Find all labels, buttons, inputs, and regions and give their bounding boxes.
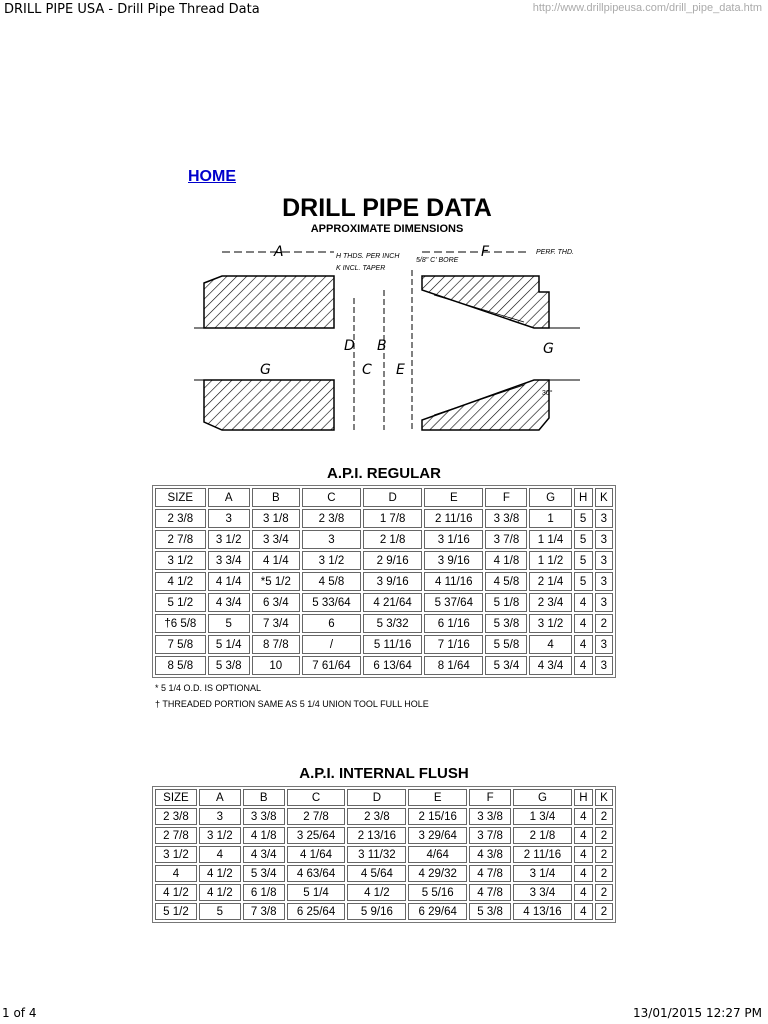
table-cell: 5 3/4 — [243, 865, 285, 882]
table-cell: 4 1/8 — [243, 827, 285, 844]
table-cell: 2 7/8 — [287, 808, 346, 825]
table-cell: 4 — [574, 635, 593, 654]
table-cell: 4 — [574, 827, 593, 844]
table-cell: 5 — [574, 530, 593, 549]
table-cell: 3 3/8 — [243, 808, 285, 825]
footer-page: 1 of 4 — [2, 1006, 37, 1020]
footer-datetime: 13/01/2015 12:27 PM — [633, 1006, 762, 1020]
table-cell: 2 1/8 — [363, 530, 422, 549]
table-cell: 5 3/32 — [363, 614, 422, 633]
table-cell: 8 7/8 — [252, 635, 300, 654]
column-header: H — [574, 488, 593, 507]
label-h: H THDS. PER INCH — [336, 253, 400, 260]
table-cell: 4 7/8 — [469, 865, 511, 882]
table-cell: 5 — [574, 509, 593, 528]
table-cell: 3 7/8 — [485, 530, 527, 549]
internal-flush-section-title: A.P.I. INTERNAL FLUSH — [299, 765, 469, 782]
table-cell: 4 1/4 — [208, 572, 250, 591]
column-header: F — [485, 488, 527, 507]
label-cbore: 5/8" C' BORE — [416, 257, 459, 264]
table-cell: 3 25/64 — [287, 827, 346, 844]
table-cell: 3 — [595, 635, 613, 654]
table-cell: 4 13/16 — [513, 903, 572, 920]
table-cell: 4 1/2 — [155, 572, 206, 591]
table-cell: 6 25/64 — [287, 903, 346, 920]
table-cell: 4/64 — [408, 846, 467, 863]
table-cell: 3 — [595, 551, 613, 570]
table-cell: 4 — [574, 614, 593, 633]
column-header: B — [252, 488, 300, 507]
table-cell: 3 — [595, 656, 613, 675]
diagram-subtitle: APPROXIMATE DIMENSIONS — [310, 223, 464, 235]
column-header: G — [513, 789, 572, 806]
table-row — [155, 572, 613, 591]
table-cell: 4 5/64 — [347, 865, 406, 882]
table-cell: 4 3/4 — [208, 593, 250, 612]
table-cell: 5 3/8 — [208, 656, 250, 675]
table-cell: 4 1/2 — [199, 865, 241, 882]
label-g-left: G — [260, 362, 271, 378]
column-header: SIZE — [155, 789, 197, 806]
table-cell: 1 1/4 — [529, 530, 571, 549]
label-f: F — [481, 244, 490, 260]
label-b: B — [377, 338, 387, 354]
table-cell: 4 — [574, 593, 593, 612]
table-cell: 3 1/2 — [529, 614, 571, 633]
table-cell: 3 11/32 — [347, 846, 406, 863]
table-cell: 3 3/4 — [252, 530, 300, 549]
table-cell: 3 — [595, 572, 613, 591]
label-c: C — [362, 362, 372, 378]
table-cell: 4 1/4 — [252, 551, 300, 570]
table-cell: 3 — [199, 808, 241, 825]
column-header: B — [243, 789, 285, 806]
table-cell: 5 1/8 — [485, 593, 527, 612]
table-row — [155, 808, 613, 825]
table-cell: 5 — [574, 551, 593, 570]
table-cell: 7 3/4 — [252, 614, 300, 633]
table-cell: / — [302, 635, 361, 654]
table-cell: 2 7/8 — [155, 827, 197, 844]
table-cell: 5 3/4 — [485, 656, 527, 675]
column-header: C — [302, 488, 361, 507]
table-cell: 2 1/8 — [513, 827, 572, 844]
table-cell: 3 9/16 — [424, 551, 483, 570]
column-header: D — [363, 488, 422, 507]
page-header-url: http://www.drillpipeusa.com/drill_pipe_data.htm — [532, 2, 762, 14]
table-cell: 2 7/8 — [155, 530, 206, 549]
column-header: H — [574, 789, 593, 806]
table-cell: 2 — [595, 865, 613, 882]
table-cell: 1 7/8 — [363, 509, 422, 528]
column-header: E — [424, 488, 483, 507]
table-cell: 2 9/16 — [363, 551, 422, 570]
table-row — [155, 827, 613, 844]
table-cell: 3 — [595, 509, 613, 528]
page-header-title: DRILL PIPE USA - Drill Pipe Thread Data — [4, 2, 260, 17]
drill-pipe-diagram — [194, 190, 580, 438]
table-cell: 1 3/4 — [513, 808, 572, 825]
table-cell: 5 9/16 — [347, 903, 406, 920]
table-cell: 8 1/64 — [424, 656, 483, 675]
table-cell: 2 11/16 — [424, 509, 483, 528]
table-cell: 7 1/16 — [424, 635, 483, 654]
table-cell: 5 1/4 — [208, 635, 250, 654]
table-cell: 4 1/64 — [287, 846, 346, 863]
table-row — [155, 865, 613, 882]
table-cell: 2 1/4 — [529, 572, 571, 591]
table-cell: 4 5/8 — [485, 572, 527, 591]
table-cell: 4 3/4 — [243, 846, 285, 863]
header-row — [155, 789, 613, 806]
table-cell: 2 — [595, 614, 613, 633]
column-header: C — [287, 789, 346, 806]
table-cell: 3 3/4 — [208, 551, 250, 570]
table-cell: 3 1/16 — [424, 530, 483, 549]
table-cell: 6 — [302, 614, 361, 633]
table-row — [155, 509, 613, 528]
table-cell: 4 63/64 — [287, 865, 346, 882]
table-cell: 7 5/8 — [155, 635, 206, 654]
column-header: D — [347, 789, 406, 806]
label-d: D — [344, 338, 355, 354]
table-cell: 3 9/16 — [363, 572, 422, 591]
table-cell: 6 1/8 — [243, 884, 285, 901]
table-cell: †6 5/8 — [155, 614, 206, 633]
column-header: K — [595, 488, 613, 507]
table-cell: 6 1/16 — [424, 614, 483, 633]
table-row — [155, 551, 613, 570]
table-cell: 3 1/2 — [155, 846, 197, 863]
table-cell: 1 1/2 — [529, 551, 571, 570]
table-cell: 4 — [529, 635, 571, 654]
table-cell: 3 — [595, 530, 613, 549]
table-cell: 2 — [595, 884, 613, 901]
table-cell: 7 3/8 — [243, 903, 285, 920]
table-cell: 5 1/4 — [287, 884, 346, 901]
table-cell: 2 3/4 — [529, 593, 571, 612]
table-cell: 3 1/4 — [513, 865, 572, 882]
column-header: K — [595, 789, 613, 806]
table-cell: 3 — [208, 509, 250, 528]
label-a: A — [274, 244, 284, 260]
table-cell: 4 — [574, 884, 593, 901]
label-e: E — [396, 362, 405, 378]
regular-note-1: * 5 1/4 O.D. IS OPTIONAL — [155, 683, 262, 693]
table-cell: 7 61/64 — [302, 656, 361, 675]
table-cell: 8 5/8 — [155, 656, 206, 675]
diagram-title: DRILL PIPE DATA — [282, 194, 492, 222]
table-row — [155, 656, 613, 675]
label-g-right: G — [543, 341, 554, 357]
header-row — [155, 488, 613, 507]
table-cell: 5 5/16 — [408, 884, 467, 901]
table-cell: 3 1/8 — [252, 509, 300, 528]
table-cell: 2 — [595, 903, 613, 920]
table-cell: 4 1/2 — [347, 884, 406, 901]
label-perf: PERF. THD. — [536, 249, 574, 256]
regular-section-title: A.P.I. REGULAR — [327, 465, 441, 482]
column-header: A — [208, 488, 250, 507]
table-cell: 5 1/2 — [155, 593, 206, 612]
table-cell: 4 29/32 — [408, 865, 467, 882]
table-cell: 3 1/2 — [199, 827, 241, 844]
table-cell: 5 33/64 — [302, 593, 361, 612]
table-cell: 2 3/8 — [347, 808, 406, 825]
table-cell: 4 — [574, 808, 593, 825]
table-cell: 5 — [208, 614, 250, 633]
regular-table — [152, 485, 616, 678]
table-cell: 4 21/64 — [363, 593, 422, 612]
table-cell: 4 — [574, 656, 593, 675]
table-cell: 4 — [574, 846, 593, 863]
table-cell: 4 — [155, 865, 197, 882]
table-row — [155, 846, 613, 863]
table-cell: 5 3/8 — [469, 903, 511, 920]
table-cell: 4 — [574, 865, 593, 882]
column-header: A — [199, 789, 241, 806]
table-row — [155, 884, 613, 901]
table-row — [155, 903, 613, 920]
table-cell: 4 3/4 — [529, 656, 571, 675]
table-cell: 2 — [595, 846, 613, 863]
column-header: SIZE — [155, 488, 206, 507]
table-cell: 5 — [574, 572, 593, 591]
table-cell: 4 11/16 — [424, 572, 483, 591]
table-cell: 6 13/64 — [363, 656, 422, 675]
table-cell: 2 3/8 — [155, 808, 197, 825]
table-cell: 2 — [595, 808, 613, 825]
table-row — [155, 593, 613, 612]
table-cell: 6 29/64 — [408, 903, 467, 920]
table-cell: 10 — [252, 656, 300, 675]
table-cell: 3 3/8 — [485, 509, 527, 528]
column-header: G — [529, 488, 571, 507]
table-cell: 4 1/8 — [485, 551, 527, 570]
table-cell: 5 3/8 — [485, 614, 527, 633]
regular-note-2: † THREADED PORTION SAME AS 5 1/4 UNION TOOL FULL HOLE — [155, 699, 429, 709]
column-header: E — [408, 789, 467, 806]
table-cell: 3 — [595, 593, 613, 612]
table-cell: 3 1/2 — [155, 551, 206, 570]
table-cell: 4 — [574, 903, 593, 920]
table-cell: 4 5/8 — [302, 572, 361, 591]
table-cell: 2 11/16 — [513, 846, 572, 863]
table-cell: 5 — [199, 903, 241, 920]
table-row — [155, 614, 613, 633]
table-cell: 3 3/8 — [469, 808, 511, 825]
table-row — [155, 530, 613, 549]
table-cell: 2 — [595, 827, 613, 844]
table-cell: 5 5/8 — [485, 635, 527, 654]
table-cell: 6 3/4 — [252, 593, 300, 612]
table-cell: 4 1/2 — [199, 884, 241, 901]
table-cell: 3 1/2 — [302, 551, 361, 570]
table-cell: 3 3/4 — [513, 884, 572, 901]
table-row — [155, 635, 613, 654]
home-link[interactable]: HOME — [188, 168, 236, 185]
table-cell: 1 — [529, 509, 571, 528]
label-angle: 30° — [542, 390, 553, 397]
table-cell: 4 3/8 — [469, 846, 511, 863]
table-cell: 2 15/16 — [408, 808, 467, 825]
table-cell: 5 11/16 — [363, 635, 422, 654]
table-cell: 3 7/8 — [469, 827, 511, 844]
column-header: F — [469, 789, 511, 806]
table-cell: 3 1/2 — [208, 530, 250, 549]
table-cell: 5 1/2 — [155, 903, 197, 920]
table-cell: 3 — [302, 530, 361, 549]
table-cell: 2 3/8 — [302, 509, 361, 528]
table-cell: 4 1/2 — [155, 884, 197, 901]
table-cell: 4 — [199, 846, 241, 863]
table-cell: 2 3/8 — [155, 509, 206, 528]
table-cell: 5 37/64 — [424, 593, 483, 612]
table-cell: 4 7/8 — [469, 884, 511, 901]
table-cell: 2 13/16 — [347, 827, 406, 844]
internal-flush-table — [152, 786, 616, 923]
table-cell: *5 1/2 — [252, 572, 300, 591]
table-cell: 3 29/64 — [408, 827, 467, 844]
label-k: K INCL. TAPER — [336, 265, 386, 272]
